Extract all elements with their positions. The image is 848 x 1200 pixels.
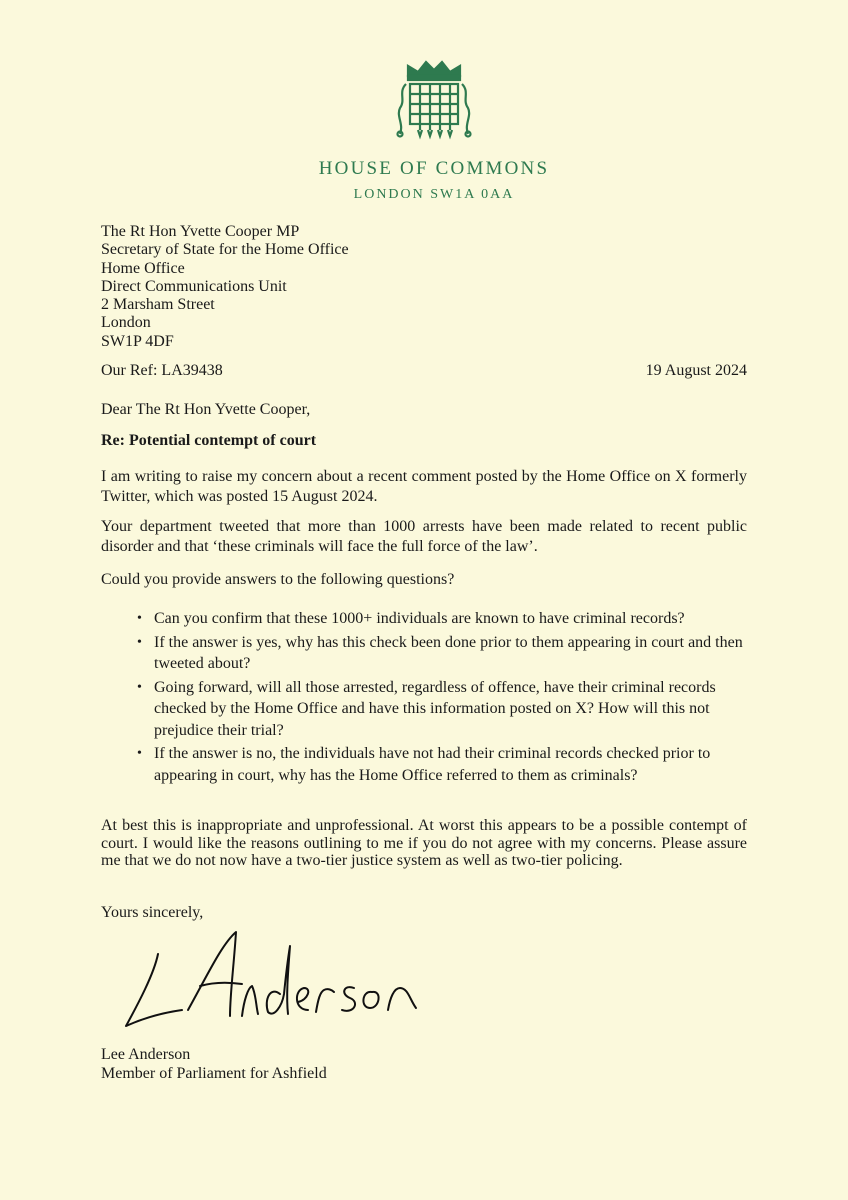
address-line: Secretary of State for the Home Office: [101, 241, 349, 259]
signature: [118, 924, 428, 1034]
body-paragraph: Could you provide answers to the following questions?: [101, 571, 455, 588]
list-item: [133, 608, 753, 630]
address-line: London: [101, 314, 151, 332]
closing: Yours sincerely,: [101, 904, 204, 921]
question-text: If the answer is yes, why has this check been done prior to them appearing in court and then tweeted about?: [154, 633, 743, 672]
bullet-icon: •: [137, 634, 142, 650]
sender-title: Member of Parliament for Ashfield: [101, 1065, 327, 1082]
subject-line: Re: Potential contempt of court: [101, 432, 317, 449]
address-line: The Rt Hon Yvette Cooper MP: [101, 223, 300, 240]
address-line: SW1P 4DF: [101, 332, 174, 350]
salutation: Dear The Rt Hon Yvette Cooper,: [101, 401, 311, 418]
list-item: [133, 632, 753, 675]
body-paragraph: Your department tweeted that more than 1000 arrests have been made related to recent public disorder and that ‘these criminals will face the full force of the law’.: [101, 518, 747, 555]
sender-block: [101, 1045, 327, 1083]
bullet-icon: •: [137, 611, 142, 626]
portcullis-crest-icon: [394, 58, 474, 142]
recipient-address: [101, 223, 349, 351]
address-line: 2 Marsham Street: [101, 296, 215, 314]
list-item: [133, 743, 753, 786]
question-text: Going forward, will all those arrested, regardless of offence, have their criminal records checked by the Home Office and have this information posted on X? How will this not prejudice their trial?: [154, 678, 716, 739]
question-text: Can you confirm that these 1000+ individuals are known to have criminal records?: [154, 610, 685, 627]
body-paragraph: I am writing to raise my concern about a recent comment posted by the Home Office on X formerly Twitter, which was posted 15 August 2024.: [101, 468, 747, 505]
address-line: Direct Communications Unit: [101, 277, 287, 295]
reference-number: Our Ref: LA39438: [101, 362, 223, 379]
bullet-icon: •: [137, 679, 142, 695]
address-line: Home Office: [101, 259, 185, 277]
list-item: [133, 677, 753, 742]
sender-name: Lee Anderson: [101, 1046, 191, 1063]
letterhead-location: LONDON SW1A 0AA: [353, 187, 515, 202]
letter-date: 19 August 2024: [645, 362, 747, 379]
question-list: [133, 608, 753, 788]
letterhead-title: HOUSE OF COMMONS: [318, 158, 550, 179]
question-text: If the answer is no, the individuals have not had their criminal records checked prior to appearing in court, why has the Home Office referred to them as criminals?: [154, 745, 711, 784]
bullet-icon: •: [137, 746, 142, 761]
conclusion-paragraph: At best this is inappropriate and unprofessional. At worst this appears to be a possible contempt of court. I would like the reasons outlining to me if you do not agree with my concerns. Please assure me that we do not now have a two-tier justice system as well as two-tier policing.: [101, 817, 747, 869]
